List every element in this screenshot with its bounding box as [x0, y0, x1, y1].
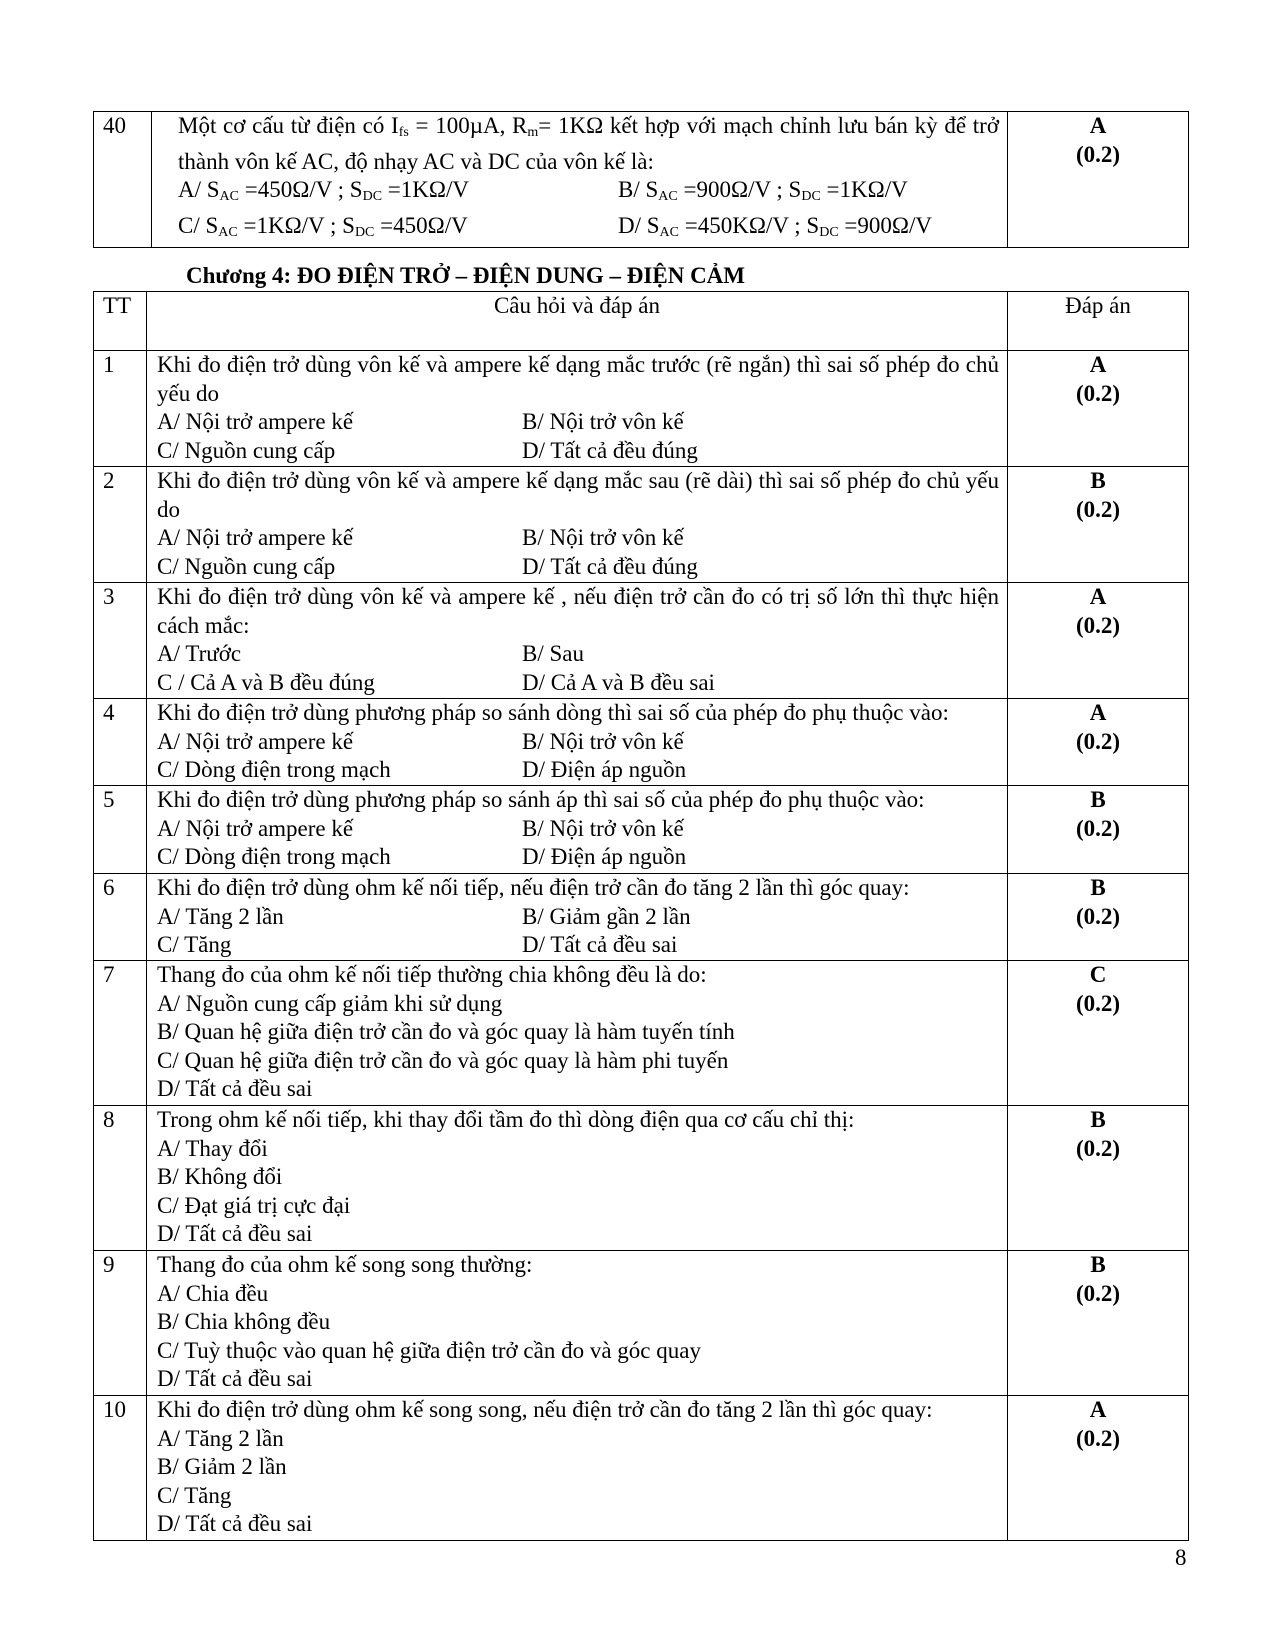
answer-letter: C [1089, 962, 1107, 987]
option-row [157, 408, 999, 437]
answer-score: (0.2) [1075, 903, 1121, 929]
answer-letter: A [1089, 1397, 1107, 1422]
table-row [94, 351, 1189, 467]
option-d: D/ Tất cả đều sai [157, 1221, 313, 1246]
question-number: 40 [94, 112, 152, 248]
option-d: D/ Tất cả đều sai [157, 1511, 313, 1536]
answer-letter: B [1090, 1107, 1106, 1132]
answer-score: (0.2) [1075, 815, 1121, 841]
option-row [178, 176, 999, 212]
question-text: Thang đo của ohm kế nối tiếp thường chia không đều là do: [157, 962, 707, 987]
table-row [94, 1106, 1189, 1251]
question-text: Trong ohm kế nối tiếp, khi thay đổi tầm đo thì dòng điện qua cơ cấu chỉ thị: [157, 1107, 855, 1132]
table-row [94, 961, 1189, 1106]
option-a: A/ Tăng 2 lần [157, 1425, 284, 1451]
answer-score: (0.2) [1075, 612, 1121, 638]
option-c: C / Cả A và B đều đúng [157, 669, 375, 695]
option-b: B/ Nội trở vôn kế [522, 525, 684, 550]
question-number: 8 [94, 1106, 147, 1251]
header-answer: Đáp án [1008, 292, 1189, 351]
answer-score: (0.2) [1075, 496, 1121, 522]
option-row [178, 212, 999, 248]
question-cell [147, 1396, 1008, 1541]
option-c: C/ Dòng điện trong mạch [157, 757, 391, 782]
option-d: D/ Tất cả đều sai [522, 932, 678, 957]
answer-cell [1008, 1251, 1189, 1396]
answer-cell [1008, 351, 1189, 467]
table-row [94, 1251, 1189, 1396]
option-c: C/ $S_{AC} =1K\Omega/V$ ; $S_{DC} =450\Omega/V$ [178, 212, 468, 240]
option-d: D/ Tất cả đều đúng [522, 553, 698, 579]
table-row [94, 112, 1189, 248]
option-row [157, 728, 999, 757]
option-a: A/ Trước [157, 641, 242, 666]
option-d: D/ Cả A và B đều sai [522, 669, 715, 695]
answer-cell [1008, 786, 1189, 874]
question-text: Khi đo điện trở dùng ohm kế nối tiếp, nếu điện trở cần đo tăng 2 lần thì góc quay: [157, 875, 910, 900]
answer-score: (0.2) [1075, 1135, 1121, 1161]
question-number: 6 [94, 874, 147, 961]
question-text: Khi đo điện trở dùng phương pháp so sánh dòng thì sai số của phép đo phụ thuộc vào: [157, 700, 949, 725]
table-row [94, 467, 1189, 583]
question-number: 7 [94, 961, 147, 1106]
question-cell [147, 699, 1008, 786]
option-row [157, 640, 999, 669]
answer-letter: A [1089, 700, 1107, 725]
option-a: A/ Thay đổi [157, 1135, 268, 1161]
option-row [157, 553, 999, 582]
option-row [157, 756, 999, 785]
table-row [94, 1396, 1189, 1541]
page-number: 8 [1175, 1545, 1187, 1570]
option-a: A/ $S_{AC} =450\Omega/V$ ; $S_{DC} =1K\Omega/V$ [178, 177, 469, 204]
option-a: A/ Nội trở ampere kế [157, 525, 354, 550]
option-b: B/ Nội trở vôn kế [522, 815, 684, 841]
option-a: A/ Nội trở ampere kế [157, 409, 354, 434]
option-b: B/ Sau [522, 641, 584, 666]
answer-letter: B [1090, 875, 1106, 900]
answer-score: (0.2) [1075, 1425, 1121, 1451]
option-row [157, 931, 999, 960]
option-row [157, 437, 999, 466]
answer-score: (0.2) [1075, 990, 1121, 1016]
answer-cell [1008, 699, 1189, 786]
answer-letter: B [1090, 1252, 1106, 1277]
option-b: B/ Giảm 2 lần [157, 1454, 287, 1479]
option-row [157, 524, 999, 553]
question-number: 2 [94, 467, 147, 583]
option-a: A/ Nội trở ampere kế [157, 815, 354, 841]
answer-letter: B [1090, 787, 1106, 812]
question-text: Khi đo điện trở dùng vôn kế và ampere kế dạng mắc sau (rẽ dài) thì sai số phép đo chủ yếu do [157, 468, 999, 522]
answer-letter: A [1089, 584, 1107, 609]
option-row [157, 903, 999, 932]
option-b: B/ Nội trở vôn kế [522, 409, 684, 434]
header-question: Câu hỏi và đáp án [147, 292, 1008, 351]
answer-letter: A [1089, 352, 1107, 377]
table-header-row [94, 292, 1189, 351]
answer-cell [1008, 961, 1189, 1106]
option-d: D/ Tất cả đều đúng [522, 437, 698, 463]
option-a: A/ Nội trở ampere kế [157, 728, 354, 754]
option-b: B/ Giảm gần 2 lần [522, 903, 691, 929]
option-c: C/ Tăng [157, 932, 232, 957]
question-number: 10 [94, 1396, 147, 1541]
option-b: B/ Quan hệ giữa điện trở cần đo và góc quay là hàm tuyến tính [157, 1019, 735, 1044]
answer-letter: B [1090, 468, 1106, 493]
answer-score: (0.2) [1075, 380, 1121, 406]
answer-score: (0.2) [1075, 1280, 1121, 1306]
option-b: B/ Chia không đều [157, 1309, 331, 1334]
previous-questions-table [93, 111, 1189, 248]
option-d: D/ Tất cả đều sai [157, 1366, 313, 1391]
answer-letter: A [1089, 113, 1107, 138]
question-text: Khi đo điện trở dùng vôn kế và ampere kế , nếu điện trở cần đo có trị số lớn thì thực hiện cách mắc: [157, 584, 999, 638]
chapter-title: Chương 4: ĐO ĐIỆN TRỞ – ĐIỆN DUNG – ĐIỆN CẢM [186, 263, 745, 288]
table-row [94, 874, 1189, 961]
answer-cell [1008, 1106, 1189, 1251]
option-row [157, 815, 999, 844]
question-number: 3 [94, 583, 147, 699]
answer-cell [1008, 874, 1189, 961]
option-d: D/ Điện áp nguồn [522, 757, 687, 782]
option-c: C/ Tăng [157, 1482, 232, 1508]
question-cell [147, 1106, 1008, 1251]
option-row [157, 669, 999, 698]
option-c: C/ Đạt giá trị cực đại [157, 1192, 351, 1218]
option-b: B/ Không đổi [157, 1164, 283, 1189]
question-cell [152, 112, 1008, 248]
question-cell [147, 351, 1008, 467]
table-row [94, 786, 1189, 874]
question-number: 4 [94, 699, 147, 786]
option-row [157, 843, 999, 872]
question-cell [147, 786, 1008, 874]
answer-score: (0.2) [1075, 141, 1121, 167]
table-row [94, 699, 1189, 786]
option-c: C/ Tuỳ thuộc vào quan hệ giữa điện trở cần đo và góc quay [157, 1337, 701, 1363]
option-a: A/ Nguồn cung cấp giảm khi sử dụng [157, 990, 503, 1016]
option-c: C/ Nguồn cung cấp [157, 553, 336, 579]
question-text: Khi đo điện trở dùng phương pháp so sánh áp thì sai số của phép đo phụ thuộc vào: [157, 787, 925, 812]
question-number: 1 [94, 351, 147, 467]
answer-score: (0.2) [1075, 728, 1121, 754]
question-cell [147, 961, 1008, 1106]
header-tt: TT [94, 292, 147, 351]
question-cell [147, 583, 1008, 699]
question-text: Khi đo điện trở dùng vôn kế và ampere kế dạng mắc trước (rẽ ngắn) thì sai số phép đo chủ yếu do [157, 352, 999, 406]
question-cell [147, 874, 1008, 961]
question-text: Thang đo của ohm kế song song thường: [157, 1252, 533, 1277]
answer-cell [1008, 467, 1189, 583]
question-text: Một cơ cấu từ điện có $I_{fs} = 100\mu A$, $R_m= 1K\Omega$ kết hợp với mạch chỉnh lưu bán kỳ để trở thành vôn kế AC, độ nhạy AC và DC của vôn kế là: [178, 113, 999, 174]
question-number: 9 [94, 1251, 147, 1396]
option-c: C/ Nguồn cung cấp [157, 437, 336, 463]
option-a: A/ Chia đều [157, 1280, 269, 1306]
option-a: A/ Tăng 2 lần [157, 903, 284, 929]
question-cell [147, 467, 1008, 583]
chapter-4-questions-table [93, 291, 1189, 1541]
option-b: B/ $S_{AC} =900\Omega/V$ ; $S_{DC} =1K\Omega/V$ [618, 177, 908, 204]
option-d: D/ $S_{AC} =450K\Omega/V$ ; $S_{DC} =900\Omega/V$ [618, 212, 932, 240]
answer-cell [1008, 1396, 1189, 1541]
table-row [94, 583, 1189, 699]
option-c: C/ Quan hệ giữa điện trở cần đo và góc quay là hàm phi tuyến [157, 1047, 729, 1073]
option-d: D/ Tất cả đều sai [157, 1076, 313, 1101]
question-number: 5 [94, 786, 147, 874]
option-c: C/ Dòng điện trong mạch [157, 844, 391, 869]
option-b: B/ Nội trở vôn kế [522, 728, 684, 754]
question-text: Khi đo điện trở dùng ohm kế song song, nếu điện trở cần đo tăng 2 lần thì góc quay: [157, 1397, 933, 1422]
option-d: D/ Điện áp nguồn [522, 844, 687, 869]
answer-cell [1008, 583, 1189, 699]
answer-cell [1008, 112, 1189, 248]
question-cell [147, 1251, 1008, 1396]
